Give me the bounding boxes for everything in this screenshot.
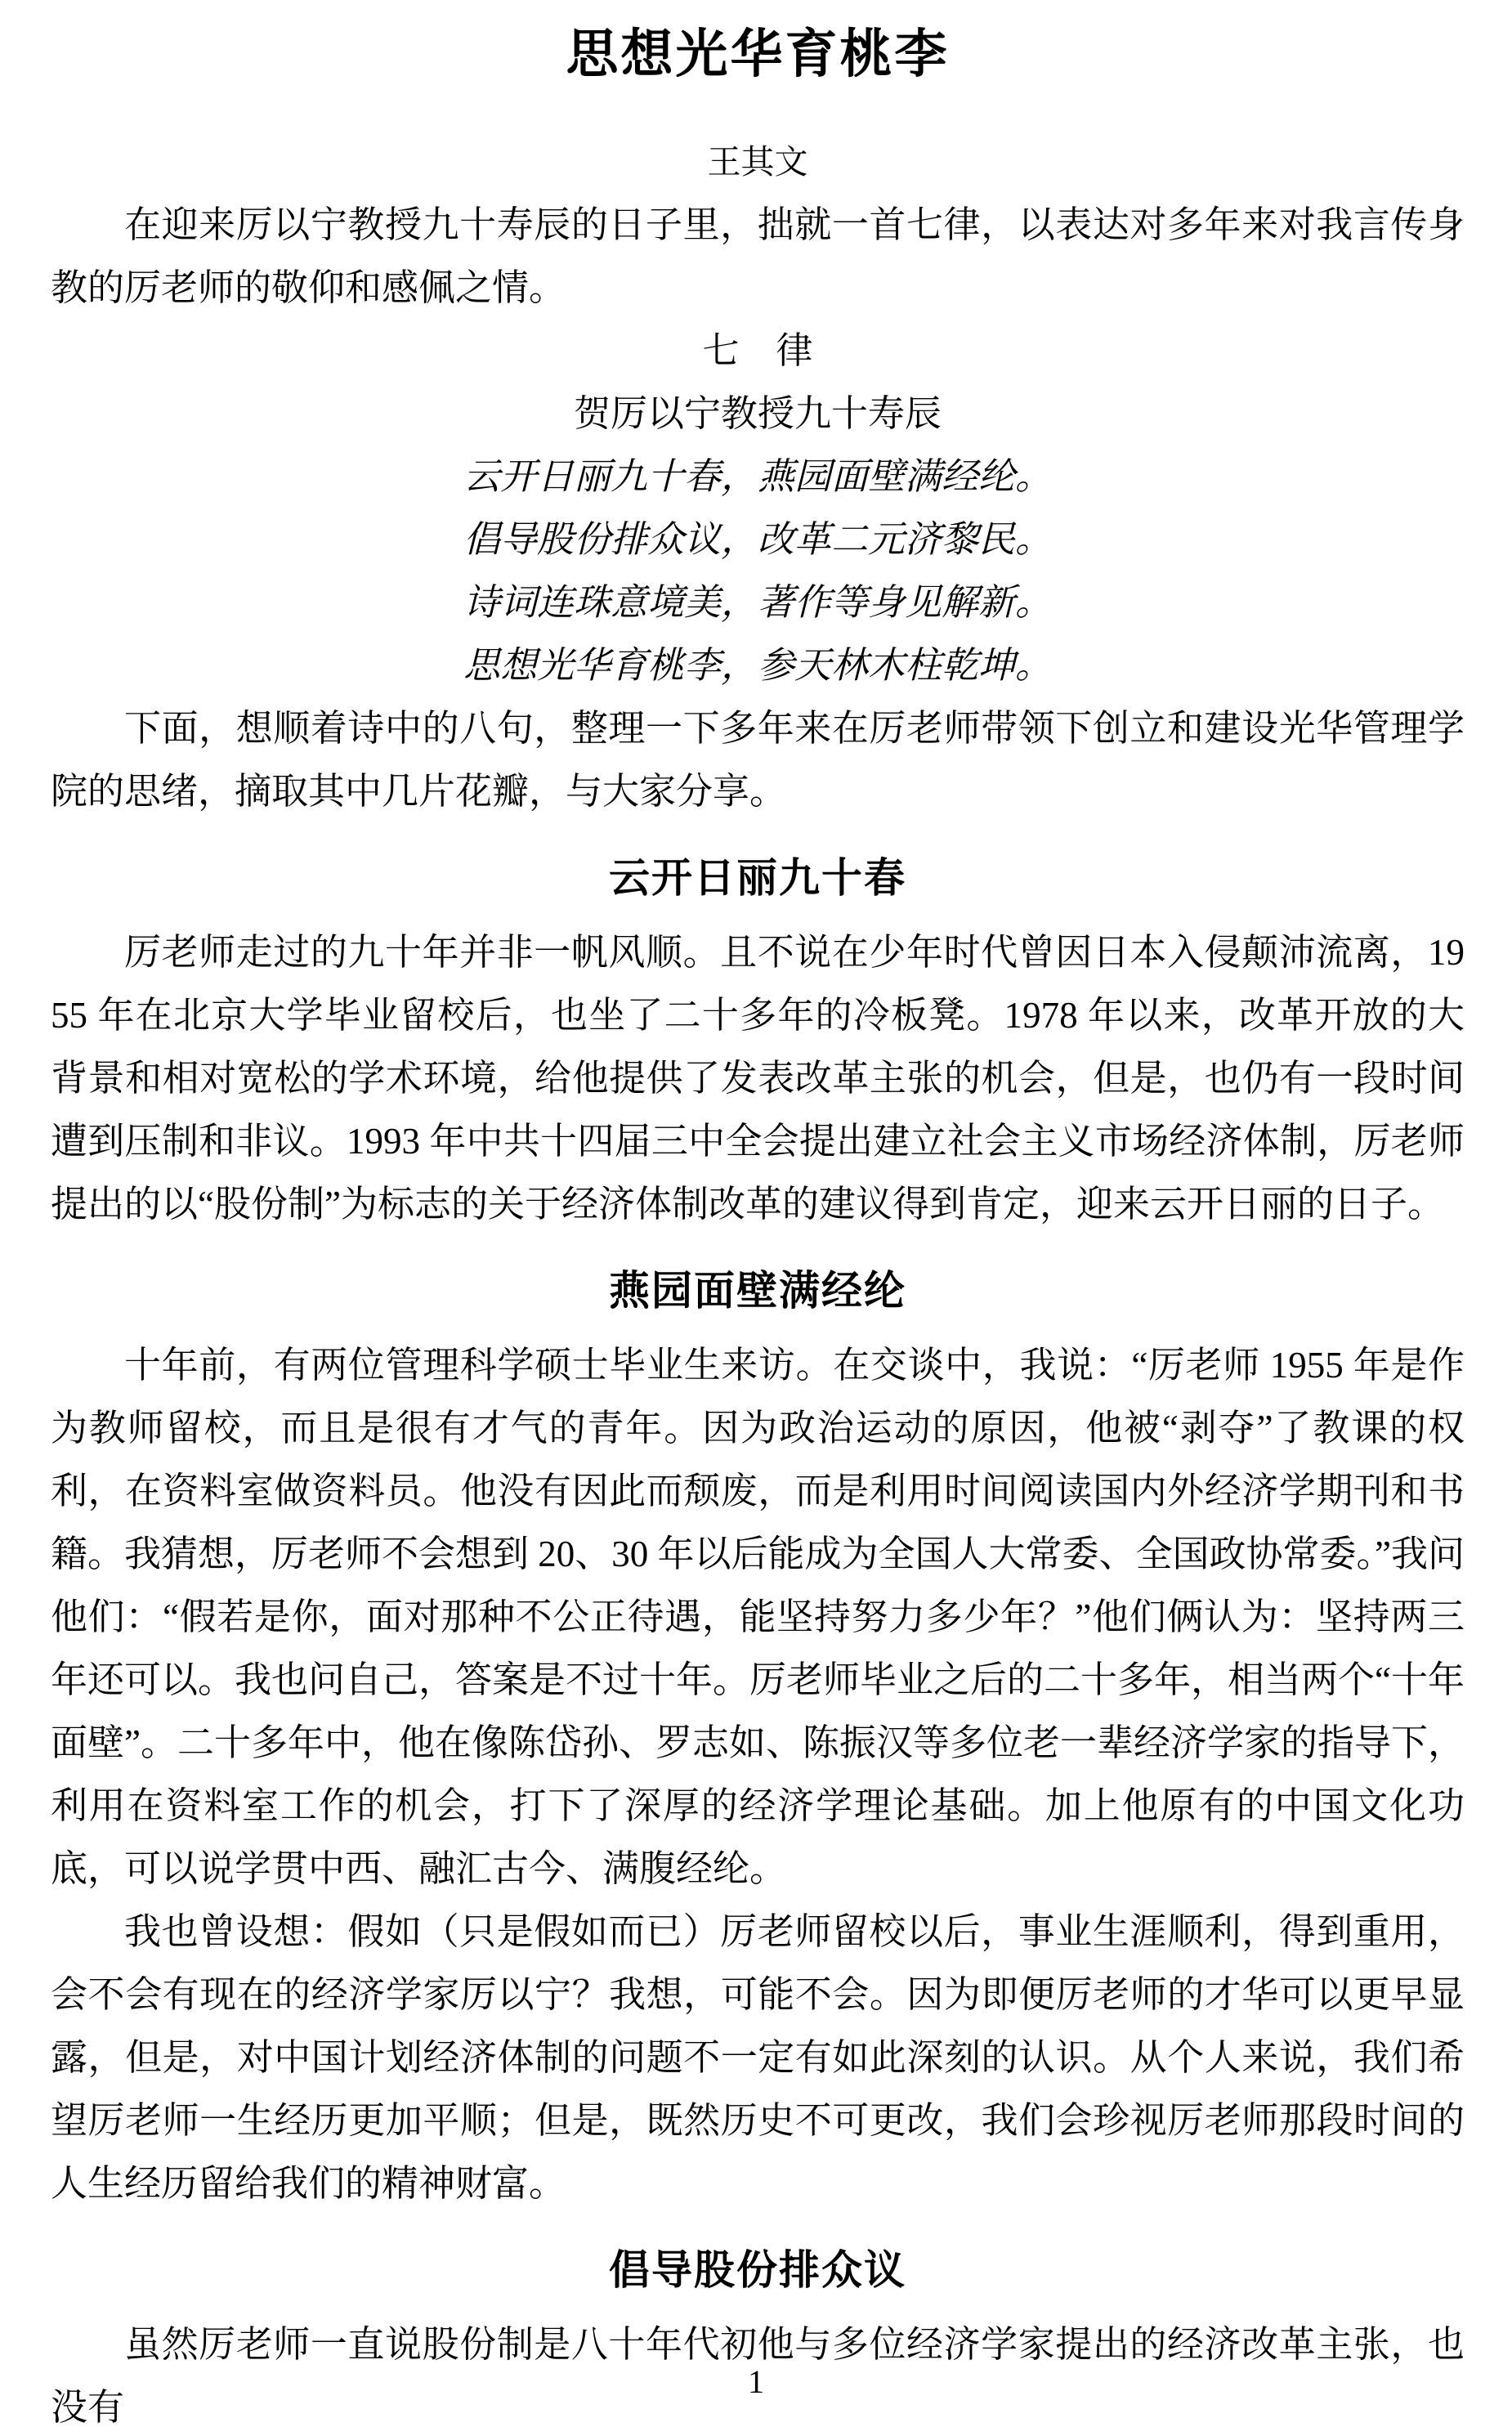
poem-line: 云开日丽九十春，燕园面壁满经纶。 <box>463 456 1052 497</box>
section-heading-changdao: 倡导股份排众议 <box>609 2247 906 2293</box>
section-heading-yanyuan: 燕园面壁满经纶 <box>609 1268 906 1314</box>
section-paragraph: 十年前，有两位管理科学硕士毕业生来访。在交谈中，我说：“厉老师 1955 年是作为教师留校，而且是很有才气的青年。因为政治运动的原因，他被“剥夺”了教课的权利，在资料室做资料员。他没有因此而颓废，而是利用时间阅读国内外经济学期刊和书籍。我猜想，厉老师不会想到 20、30 年以后能成为全国人大常委、全国政协常委。”我问他们：“假若是你，面对那种不公正待遇，能坚持努力多少年？”他们俩认为：坚持两三年还可以。我也问自己，答案是不过十年。厉老师毕业之后的二十多年，相当两个“十年面壁”。二十多年中，他在像陈岱孙、罗志如、陈振汉等多位老一辈经济学家的指导下，利用在资料室工作的机会，打下了深厚的经济学理论基础。加上他原有的中国文化功底，可以说学贯中西、融汇古今、满腹经纶。 <box>51 1345 1465 1889</box>
transition-paragraph: 下面，想顺着诗中的八句，整理一下多年来在厉老师带领下创立和建设光华管理学院的思绪，摘取其中几片花瓣，与大家分享。 <box>51 708 1465 812</box>
section-paragraph: 我也曾设想：假如（只是假如而已）厉老师留校以后，事业生涯顺利，得到重用，会不会有现在的经济学家厉以宁？我想，可能不会。因为即便厉老师的才华可以更早显露，但是，对中国计划经济体制的问题不一定有如此深刻的认识。从个人来说，我们希望厉老师一生经历更加平顺；但是，既然历史不可更改，我们会珍视厉老师那段时间的人生经历留给我们的精神财富。 <box>51 1911 1465 2204</box>
page-number: 1 <box>748 2363 764 2400</box>
author-name: 王其文 <box>707 143 808 181</box>
section-paragraph: 虽然厉老师一直说股份制是八十年代初他与多位经济学家提出的经济改革主张，也没有 <box>51 2324 1465 2428</box>
intro-paragraph: 在迎来厉以宁教授九十寿辰的日子里，拙就一首七律，以表达对多年来对我言传身教的厉老师的敬仰和感佩之情。 <box>51 204 1465 308</box>
section-heading-yunkai: 云开日丽九十春 <box>609 855 906 901</box>
poem-form-label: 七 律 <box>702 330 813 371</box>
poem-title: 贺厉以宁教授九十寿辰 <box>573 393 942 434</box>
poem-line: 诗词连珠意境美，著作等身见解新。 <box>463 582 1052 623</box>
poem-line: 倡导股份排众议，改革二元济黎民。 <box>463 519 1052 560</box>
document-title: 思想光华育桃李 <box>566 25 950 83</box>
section-paragraph: 厉老师走过的九十年并非一帆风顺。且不说在少年时代曾因日本入侵颠沛流离，1955 年在北京大学毕业留校后，也坐了二十多年的冷板凳。1978 年以来，改革开放的大背景和相对宽松的学术环境，给他提供了发表改革主张的机会，但是，也仍有一段时间遭到压制和非议。1993 年中共十四届三中全会提出建立社会主义市场经济体制，厉老师提出的以“股份制”为标志的关于经济体制改革的建议得到肯定，迎来云开日丽的日子。 <box>51 932 1465 1225</box>
poem-line: 思想光华育桃李，参天林木柱乾坤。 <box>463 645 1052 686</box>
